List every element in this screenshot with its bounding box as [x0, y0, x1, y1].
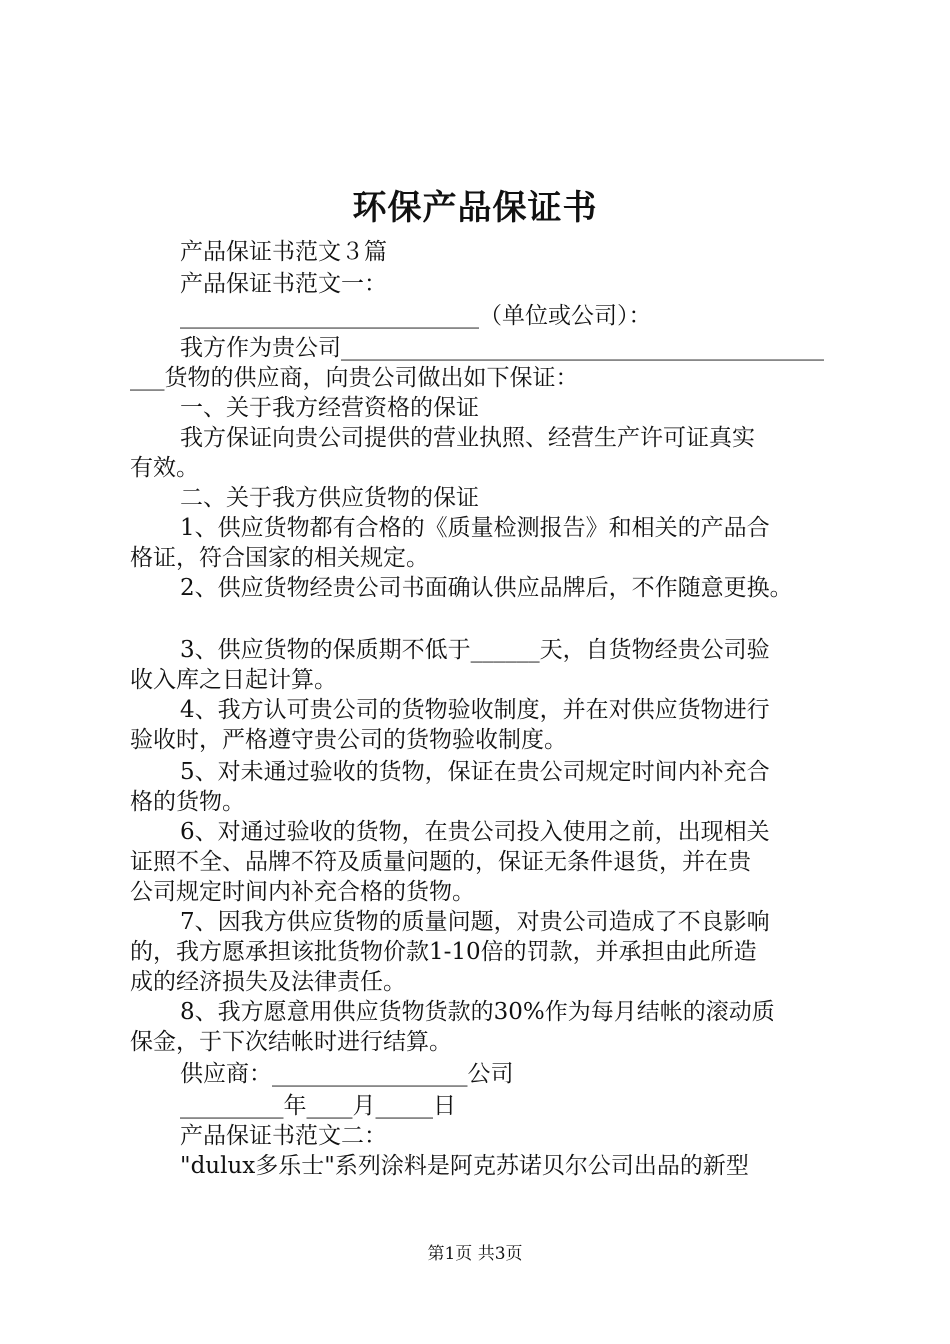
text-line: 收入库之日起计算。 [130, 667, 337, 693]
text-line: 2、供应货物经贵公司书面确认供应品牌后，不作随意更换。 [180, 575, 793, 601]
text-line: 成的经济损失及法律责任。 [130, 969, 406, 995]
text-line: 证照不全、品牌不符及质量问题的，保证无条件退货，并在贵 [130, 849, 751, 875]
document-title: 环保产品保证书 [352, 188, 598, 228]
text-line: 8、我方愿意用供应货物货款的30%作为每月结帐的滚动质 [180, 999, 775, 1025]
text-line: 保金，于下次结帐时进行结算。 [130, 1029, 452, 1055]
text-line: "dulux多乐士"系列涂料是阿克苏诺贝尔公司出品的新型 [180, 1153, 749, 1179]
text-line: 1、供应货物都有合格的《质量检测报告》和相关的产品合 [180, 515, 770, 541]
text-line: 格证，符合国家的相关规定。 [130, 545, 429, 571]
text-line: 6、对通过验收的货物，在贵公司投入使用之前，出现相关 [180, 819, 770, 845]
text-line: 我方保证向贵公司提供的营业执照、经营生产许可证真实 [180, 425, 755, 451]
text-line: 我方作为贵公司__________________________________________ [180, 335, 824, 361]
text-line: 4、我方认可贵公司的货物验收制度，并在对供应货物进行 [180, 697, 770, 723]
page-footer: 第1页 共3页 [427, 1244, 523, 1264]
text-line: 的，我方愿承担该批货物价款1-10倍的罚款，并承担由此所造 [130, 939, 757, 965]
text-line: 7、因我方供应货物的质量问题，对贵公司造成了不良影响 [180, 909, 770, 935]
text-line: 产品保证书范文一： [180, 271, 387, 297]
text-line: __________________________（单位或公司）： [180, 303, 652, 329]
text-line: 有效。 [130, 455, 199, 481]
text-line: 二、关于我方供应货物的保证 [180, 485, 479, 511]
text-line: 一、关于我方经营资格的保证 [180, 395, 479, 421]
text-line: ___货物的供应商，向贵公司做出如下保证： [130, 365, 579, 391]
text-line: _________年____月_____日 [180, 1093, 456, 1119]
text-line: 验收时，严格遵守贵公司的货物验收制度。 [130, 727, 567, 753]
text-line: 产品保证书范文３篇 [180, 239, 387, 265]
text-line: 格的货物。 [130, 789, 245, 815]
text-line: 供应商：_________________公司 [180, 1061, 514, 1087]
text-line: 3、供应货物的保质期不低于______天，自货物经贵公司验 [180, 637, 770, 663]
text-line: 公司规定时间内补充合格的货物。 [130, 879, 475, 905]
text-line: 产品保证书范文二： [180, 1123, 387, 1149]
text-line: 5、对未通过验收的货物，保证在贵公司规定时间内补充合 [180, 759, 770, 785]
